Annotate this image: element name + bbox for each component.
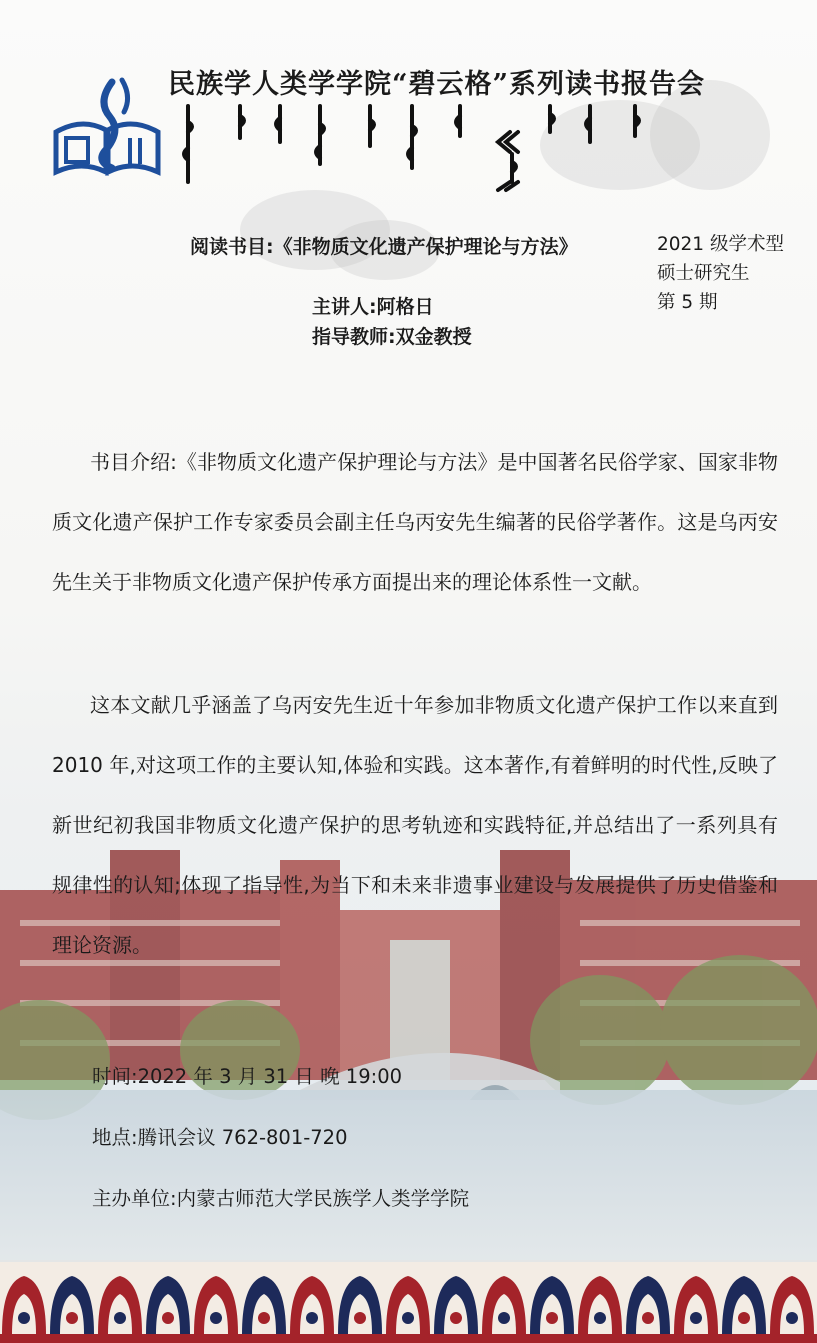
intro-paragraph: 书目介绍:《非物质文化遗产保护理论与方法》是中国著名民俗学家、国家非物质文化遗产保护工作专家委员会副主任乌丙安先生编著的民俗学著作。这是乌丙安先生关于非物质文化遗产保护传承方面提出来的理论体系性一文献。 [52, 450, 778, 594]
series-title: 民族学人类学学院“碧云格”系列读书报告会 [168, 69, 706, 100]
cohort-line: 硕士研究生 [657, 263, 750, 284]
speaker: 主讲人:阿格日 [312, 296, 434, 318]
mongolian-script-title [180, 102, 650, 194]
event-time: 时间:2022 年 3 月 31 日 晚 19:00 [92, 1065, 403, 1088]
intro-paragraph: 这本文献几乎涵盖了乌丙安先生近十年参加非物质文化遗产保护工作以来直到 2010 年,对这项工作的主要认知,体验和实践。这本著作,有着鲜明的时代性,反映了新世纪初我国非物质文化遗产保护的思考轨迹和实践特征,并总结出了一系列具有规律性的认知;体现了指导性,为当下和未来非遗事业建设与发展提供了历史借鉴和理论资源。 [52, 693, 778, 957]
book-title: 阅读书目:《非物质文化遗产保护理论与方法》 [190, 236, 578, 258]
college-logo [52, 72, 162, 182]
cohort-line: 第 5 期 [657, 292, 718, 313]
cohort-line: 2021 级学术型 [657, 234, 784, 255]
intro-text-2 [52, 675, 778, 975]
event-organizer: 主办单位:内蒙古师范大学民族学人类学学院 [92, 1187, 470, 1210]
cohort-info [657, 230, 784, 317]
event-place: 地点:腾讯会议 762-801-720 [92, 1126, 348, 1149]
ethnic-border-ornament [0, 1262, 817, 1343]
intro-text [52, 432, 778, 612]
advisor: 指导教师:双金教授 [312, 326, 472, 348]
